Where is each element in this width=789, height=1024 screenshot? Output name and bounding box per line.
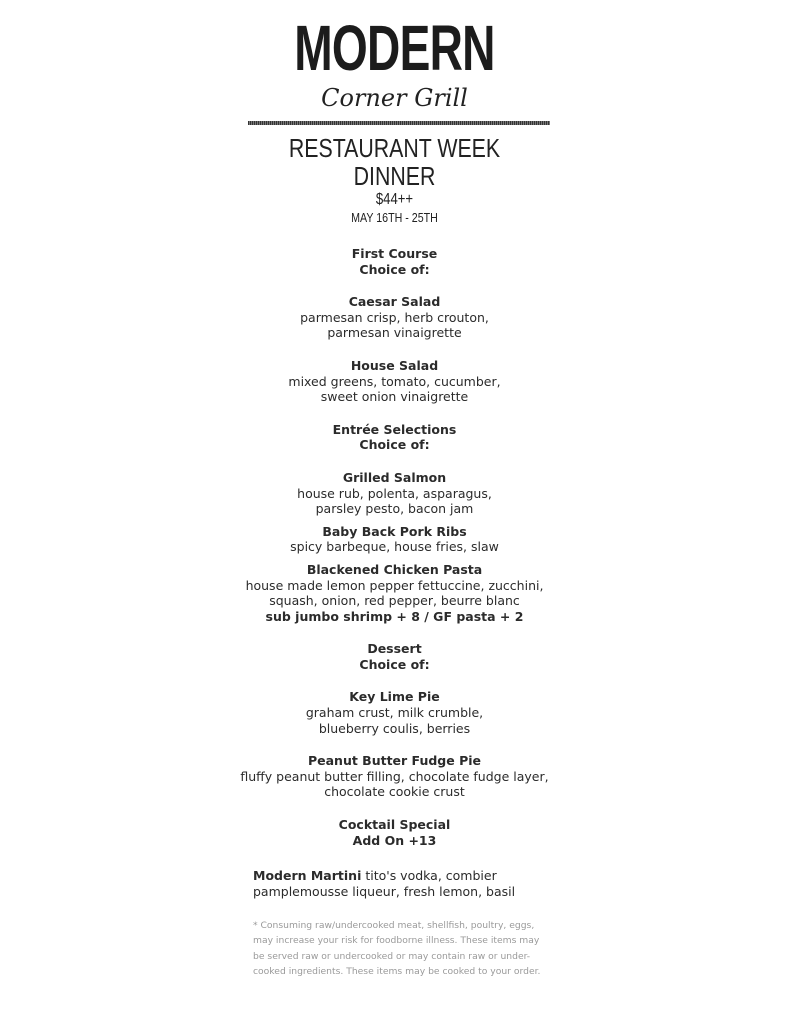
section-heading: Dessert	[367, 641, 422, 657]
martini-desc-line2: pamplemousse liqueur, fresh lemon, basil	[253, 883, 516, 899]
section-dessert	[0, 641, 789, 672]
section-choice: Choice of:	[359, 656, 430, 672]
section-cocktail	[0, 817, 789, 848]
menu-item-name: Caesar Salad	[348, 294, 441, 310]
section-choice: Choice of:	[359, 437, 430, 453]
section-heading: First Course	[351, 246, 438, 261]
section-addon: Add On +13	[352, 832, 437, 848]
menu-item-name: Key Lime Pie	[349, 689, 440, 705]
menu-item-desc: fluffy peanut butter filling, chocolate fudge layer,	[240, 768, 549, 784]
menu-title-line1: RESTAURANT WEEK	[288, 133, 501, 163]
menu-item	[0, 524, 789, 555]
menu-item-desc: chocolate cookie crust	[324, 784, 465, 800]
logo-tagline: Corner Grill	[321, 84, 468, 112]
menu-title	[71, 134, 718, 190]
menu-body	[0, 246, 789, 848]
logo-divider	[248, 121, 550, 125]
menu-item-desc: parmesan vinaigrette	[327, 325, 462, 341]
menu-item-name: Blackened Chicken Pasta	[306, 561, 483, 577]
menu-item-desc: mixed greens, tomato, cucumber,	[288, 373, 501, 389]
menu-item-desc: parmesan crisp, herb crouton,	[300, 309, 489, 325]
martini-name: Modern Martini	[253, 868, 362, 883]
health-disclaimer: * Consuming raw/undercooked meat, shellfish, poultry, eggs, may increase your risk for foodborne illness. These items may be served raw or undercooked or may contain raw or under-cooked ingredients. These items may be cooked to your order.	[253, 920, 541, 978]
menu-price: $44++	[375, 191, 414, 208]
menu-item	[0, 562, 789, 624]
menu-item-desc: blueberry coulis, berries	[318, 720, 471, 736]
menu-item-desc: graham crust, milk crumble,	[305, 705, 484, 721]
menu-title-line2: DINNER	[353, 161, 436, 191]
menu-item	[0, 753, 789, 800]
section-heading: Cocktail Special	[338, 817, 451, 833]
menu-item-desc: house made lemon pepper fettuccine, zucchini,	[245, 577, 544, 593]
section-first-course	[0, 246, 789, 277]
menu-item-desc: squash, onion, red pepper, beurre blanc	[269, 593, 520, 609]
menu-item-name: House Salad	[350, 357, 439, 373]
menu-item-desc: house rub, polenta, asparagus,	[297, 485, 492, 501]
logo-title: MODERN	[294, 12, 495, 84]
menu-item	[0, 294, 789, 341]
menu-item-desc: spicy barbeque, house fries, slaw	[290, 539, 499, 555]
martini-line1	[253, 868, 515, 884]
menu-item-addon: sub jumbo shrimp + 8 / GF pasta + 2	[265, 608, 524, 624]
menu-item-desc: sweet onion vinaigrette	[320, 389, 469, 405]
cocktail-martini	[253, 868, 515, 899]
menu-item-name: Baby Back Pork Ribs	[322, 523, 467, 539]
menu-item-desc: parsley pesto, bacon jam	[315, 501, 474, 517]
section-choice: Choice of:	[359, 261, 430, 277]
section-heading: Entrée Selections	[332, 421, 457, 437]
section-entree	[0, 422, 789, 453]
menu-dates: MAY 16TH - 25TH	[351, 210, 438, 225]
menu-item	[0, 689, 789, 736]
menu-item	[0, 470, 789, 517]
martini-desc: tito's vodka, combier	[361, 868, 497, 883]
menu-item-name: Grilled Salmon	[342, 469, 447, 485]
menu-item	[0, 358, 789, 405]
menu-item-name: Peanut Butter Fudge Pie	[307, 753, 482, 769]
